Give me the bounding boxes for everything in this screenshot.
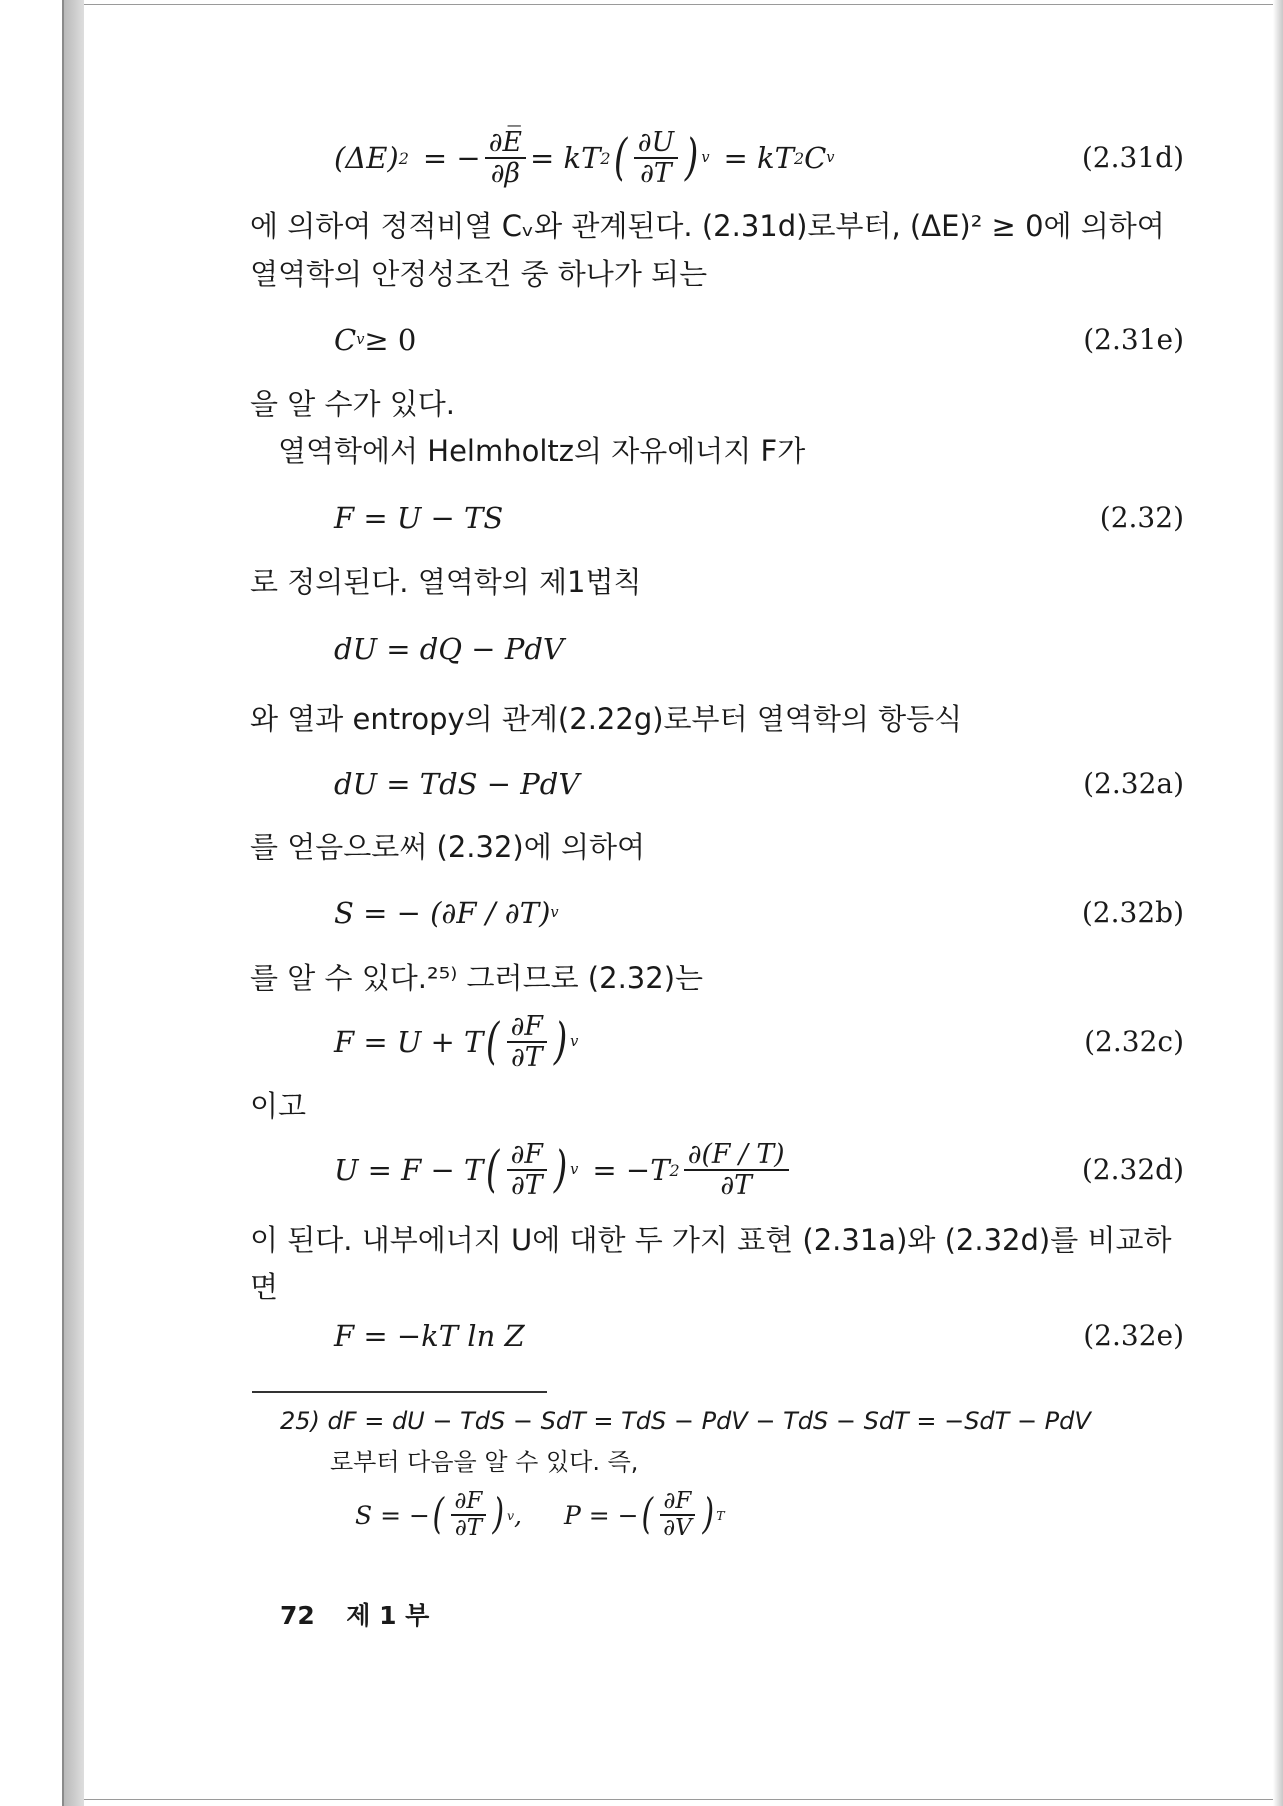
fraction-denominator: ∂T <box>510 1170 543 1201</box>
paragraph-line: 를 얻음으로써 (2.32)에 의하여 <box>250 830 645 864</box>
exponent: 2 <box>793 148 805 168</box>
fraction-numerator: ∂F <box>507 1140 547 1171</box>
eq-lhs: (ΔE) <box>334 141 399 175</box>
equation-number: (2.32a) <box>1083 767 1184 800</box>
paren-open: ( <box>641 1489 653 1539</box>
fraction-denominator: ∂β <box>490 158 520 189</box>
equation-number: (2.32c) <box>1084 1025 1184 1058</box>
subscript: v <box>506 1507 515 1523</box>
equation-2-32b <box>334 883 1184 943</box>
fraction-denominator: ∂T <box>510 1042 543 1073</box>
equation-2-32c <box>334 1012 1184 1072</box>
equation-2-32d <box>334 1140 1184 1200</box>
eq-term: ≥ 0 <box>364 323 417 357</box>
eq-term: P = − <box>563 1500 639 1530</box>
paragraph-line: 이 된다. 내부에너지 U에 대한 두 가지 표현 (2.31a)와 (2.32d)를 비교하 <box>250 1223 1172 1257</box>
paragraph-line: 로 정의된다. 열역학의 제1법칙 <box>250 565 642 599</box>
subscript: v <box>356 332 365 348</box>
exponent: 2 <box>398 148 409 168</box>
page-footer <box>280 1596 429 1632</box>
paren-close: ) <box>492 1489 505 1539</box>
subscript: v <box>570 1162 579 1178</box>
eq-term: = −T <box>592 1153 670 1187</box>
page-number: 72 <box>280 1601 315 1630</box>
subscript: v <box>570 1034 579 1050</box>
equation-number: (2.32e) <box>1083 1319 1184 1352</box>
fraction-numerator: ∂F <box>660 1489 696 1516</box>
exponent: 2 <box>600 148 611 168</box>
footnote-line: 로부터 다음을 알 수 있다. 즉, <box>330 1448 639 1476</box>
fraction <box>507 1012 547 1073</box>
exponent: 2 <box>669 1160 680 1180</box>
paragraph-line: 와 열과 entropy의 관계(2.22g)로부터 열역학의 항등식 <box>250 702 963 736</box>
fraction-denominator: ∂T <box>454 1515 483 1541</box>
equation-2-32e <box>334 1306 1184 1366</box>
fraction <box>659 1489 696 1542</box>
fraction <box>634 128 678 189</box>
subscript: T <box>716 1507 725 1523</box>
fraction <box>451 1489 487 1542</box>
paragraph-line: 에 의하여 정적비열 Cᵥ와 관계된다. (2.31d)로부터, (ΔE)² ≥ 0에 의하여 <box>250 209 1165 243</box>
fraction-numerator: ∂(F / T) <box>684 1140 789 1171</box>
equation-2-32a <box>334 754 1184 814</box>
fraction-numerator: ∂F <box>451 1489 487 1516</box>
paragraph-line: 면 <box>250 1270 279 1304</box>
fraction-numerator: ∂E̅ <box>485 128 526 159</box>
equation-number: (2.32d) <box>1081 1153 1184 1186</box>
equation-number: (2.32) <box>1099 501 1184 534</box>
paren-close: ) <box>553 1012 568 1071</box>
fraction-denominator: ∂T <box>720 1170 752 1201</box>
eq-term: C <box>804 141 827 175</box>
equation-number: (2.31d) <box>1081 141 1184 174</box>
paragraph-line: 을 알 수가 있다. <box>250 387 455 421</box>
eq-body: dU = TdS − PdV <box>334 767 580 801</box>
fraction-denominator: ∂T <box>640 158 672 189</box>
footnote-line: 25) dF = dU − TdS − SdT = TdS − PdV − TdS − SdT = −SdT − PdV <box>280 1407 1091 1435</box>
eq-operator: = − <box>422 141 481 175</box>
eq-term: = kT <box>529 141 601 175</box>
eq-term: F = U + T <box>334 1025 484 1059</box>
eq-term: S = − <box>355 1500 430 1530</box>
equation-2-32 <box>334 488 1184 548</box>
paragraph-line: 를 알 수 있다.²⁵⁾ 그러므로 (2.32)는 <box>250 961 704 995</box>
paren-open: ( <box>486 1012 500 1071</box>
fraction-numerator: ∂F <box>507 1012 547 1043</box>
eq-term: C <box>334 323 357 357</box>
paren-close: ) <box>702 1489 714 1539</box>
subscript: v <box>701 150 710 166</box>
subscript: v <box>826 150 835 166</box>
fraction <box>507 1140 547 1201</box>
equation-2-31d <box>334 128 1184 188</box>
paragraph-line: 이고 <box>250 1089 307 1123</box>
eq-term: U = F − T <box>334 1153 484 1187</box>
paren-open: ( <box>486 1140 500 1199</box>
fraction <box>684 1140 789 1201</box>
part-label: 제 1 부 <box>346 1601 430 1630</box>
eq-term: S = − (∂F / ∂T) <box>334 896 551 930</box>
page-edge-shadow <box>1273 0 1283 1806</box>
equation-first-law <box>334 619 1184 679</box>
equation-number: (2.32b) <box>1081 896 1184 929</box>
footnote-equation <box>355 1480 725 1550</box>
eq-term: , <box>514 1500 522 1530</box>
fraction-denominator: ∂V <box>663 1515 692 1541</box>
paragraph-line: 열역학에서 Helmholtz의 자유에너지 F가 <box>278 434 806 468</box>
subscript: v <box>550 905 559 921</box>
paren-close: ) <box>684 128 699 187</box>
eq-body: dU = dQ − PdV <box>334 632 564 666</box>
fraction-numerator: ∂U <box>634 128 678 159</box>
paragraph-line: 열역학의 안정성조건 중 하나가 되는 <box>250 257 708 291</box>
book-spine <box>64 0 84 1806</box>
paren-open: ( <box>613 128 627 187</box>
paren-open: ( <box>432 1489 445 1539</box>
equation-2-31e <box>334 310 1184 370</box>
fraction <box>485 128 526 189</box>
eq-term: = kT <box>723 141 794 175</box>
equation-number: (2.31e) <box>1083 323 1184 356</box>
paren-close: ) <box>553 1140 568 1199</box>
eq-body: F = −kT ln Z <box>334 1319 525 1353</box>
eq-body: F = U − TS <box>334 501 504 535</box>
footnote-rule <box>252 1391 547 1393</box>
